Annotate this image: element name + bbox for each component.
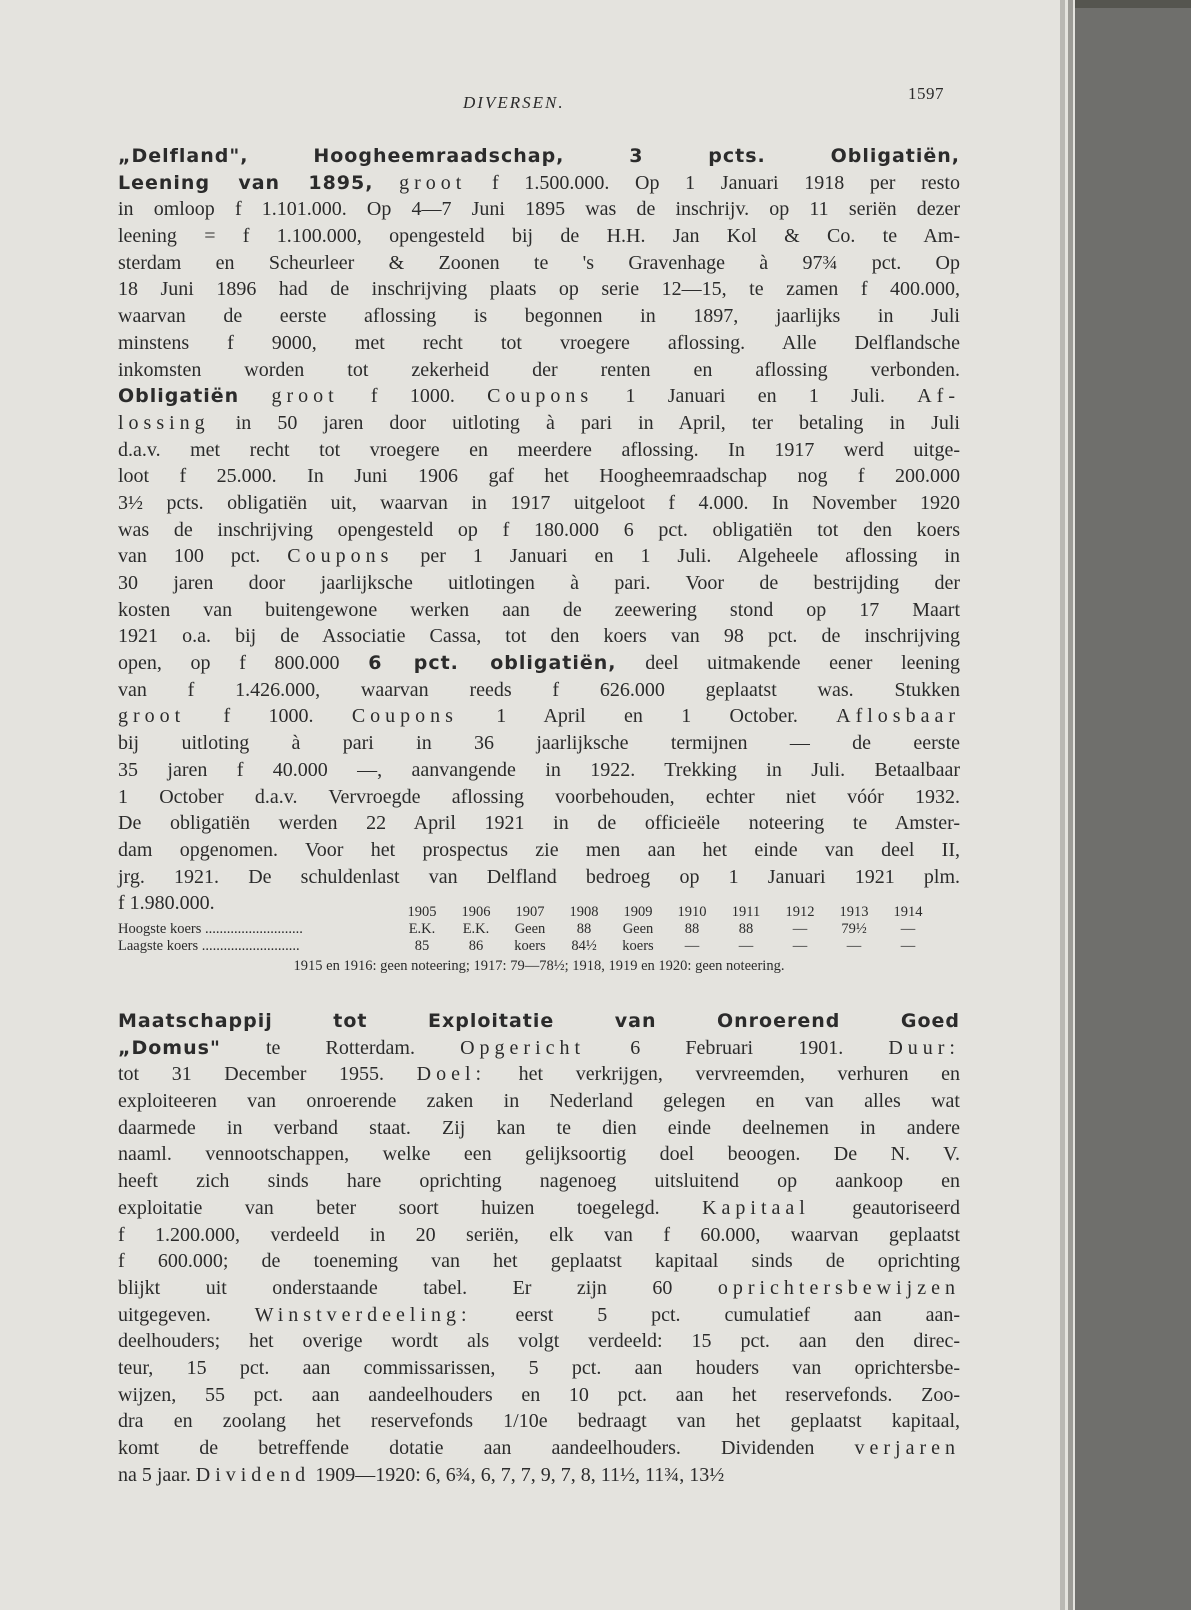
spaced-term: Coupons xyxy=(351,705,458,728)
text-line xyxy=(118,1355,960,1382)
page-edge xyxy=(1060,0,1065,1610)
text-run: 35 jaren f 40.000 —, aanvangende in 1922. Trekking in Juli. Betaalbaar xyxy=(118,758,960,781)
text-run: minstens f 9000, met recht tot vroegere aflossing. Alle Delflandsche xyxy=(118,331,960,354)
text-line xyxy=(118,463,960,490)
year-cell: 1914 xyxy=(893,904,923,920)
spaced-term: Duur: xyxy=(888,1036,960,1059)
text-line xyxy=(118,810,960,837)
bold-heading: Maatschappij tot Exploitatie van Onroerend Goed xyxy=(118,1010,960,1032)
text-run: heeft zich sinds hare oprichting nagenoeg uitsluitend op aankoop en xyxy=(118,1170,960,1193)
text-line xyxy=(118,303,960,330)
text-run: dra en zoolang het reservefonds 1/10e bedraagt van het geplaatst kapitaal, xyxy=(118,1410,960,1433)
text-run: deel uitmakende eener leening xyxy=(616,652,960,675)
table-cell: 79½ xyxy=(841,921,867,937)
text-run: het verkrijgen, vervreemden, verhuren en xyxy=(486,1063,961,1086)
text-line xyxy=(118,1168,960,1195)
text-line xyxy=(118,1275,960,1302)
bold-heading: „Domus" xyxy=(118,1036,221,1059)
table-cell: Geen xyxy=(514,921,546,937)
text-line xyxy=(118,1248,960,1275)
text-line xyxy=(118,1008,960,1035)
text-line xyxy=(118,730,960,757)
text-line xyxy=(118,330,960,357)
text-run: f 1000. xyxy=(338,385,488,408)
text-run: was de inschrijving opengesteld op f 180.000 6 pct. obligatiën tot den koers xyxy=(118,518,960,541)
table-cell: 86 xyxy=(468,938,484,954)
spaced-term: Coupons xyxy=(287,545,394,568)
text-run: bij uitloting à pari in 36 jaarlijksche termijnen — de eerste xyxy=(118,732,960,755)
year-cell: 1909 xyxy=(623,904,653,920)
text-line xyxy=(118,357,960,384)
text-run: leening = f 1.100.000, opengesteld bij de H.H. Jan Kol & Co. te Am- xyxy=(118,225,960,248)
spaced-term: Coupons xyxy=(487,385,594,408)
text-line xyxy=(118,757,960,784)
text-run: van 100 pct. xyxy=(118,545,288,568)
text-line xyxy=(118,703,960,730)
text-run: f 1.980.000. xyxy=(118,892,215,915)
table-cell: E.K. xyxy=(408,921,436,937)
text-run: teur, 15 pct. aan commissarissen, 5 pct. aan houders van oprichtersbe- xyxy=(118,1356,960,1379)
text-run: geautoriseerd xyxy=(809,1196,960,1219)
table-cell: — xyxy=(900,921,916,937)
spaced-term: Winstverdeeling: xyxy=(254,1303,472,1326)
table-cell: E.K. xyxy=(462,921,490,937)
spaced-term: groot xyxy=(271,385,339,408)
text-line xyxy=(118,410,960,437)
text-run: 30 jaren door jaarlijksche uitlotingen à pari. Voor de bestrijding der xyxy=(118,572,960,594)
entry-domus xyxy=(118,1008,960,1488)
text-run: in 50 jaren door uitloting à pari in April, ter betaling in Juli xyxy=(209,411,960,434)
text-line xyxy=(118,517,960,544)
row-label: Hoogste koers ........................... xyxy=(118,921,303,937)
spaced-term: Dividend xyxy=(195,1463,311,1486)
text-run: 1 October d.a.v. Vervroegde aflossing voorbehouden, echter niet vóór 1932. xyxy=(118,785,960,808)
year-cell: 1910 xyxy=(677,904,707,920)
text-line xyxy=(118,143,960,170)
text-run: na 5 jaar. xyxy=(118,1463,196,1486)
text-line xyxy=(118,490,960,517)
spaced-term: Doel: xyxy=(416,1063,487,1086)
running-head: DIVERSEN. xyxy=(463,93,565,112)
table-row xyxy=(118,921,960,938)
text-run: komt de betreffende dotatie aan aandeelhouders. Dividenden xyxy=(118,1437,855,1459)
text-run: deelhouders; het overige wordt als volgt verdeeld: 15 pct. aan den direc- xyxy=(118,1330,960,1353)
text-line xyxy=(118,1035,960,1062)
table-cell: koers xyxy=(514,938,546,954)
text-line xyxy=(118,223,960,250)
entry-delfland xyxy=(118,143,960,917)
text-run: 1921 o.a. bij de Associatie Cassa, tot den koers van 98 pct. de inschrijving xyxy=(118,625,960,648)
text-line xyxy=(118,1408,960,1435)
text-line xyxy=(118,437,960,464)
table-cell: 85 xyxy=(414,938,430,954)
text-line xyxy=(118,383,960,410)
text-run: 18 Juni 1896 had de inschrijving plaats op serie 12—15, te zamen f 400.000, xyxy=(118,278,960,301)
spaced-term: oprichtersbewijzen xyxy=(717,1276,960,1299)
year-cell: 1905 xyxy=(407,904,437,920)
text-run: exploiteeren van onroerende zaken in Nederland gelegen en van alles wat xyxy=(118,1090,960,1113)
table-footnote: 1915 en 1916: geen noteering; 1917: 79—78½; 1918, 1919 en 1920: geen noteering. xyxy=(293,958,785,974)
bold-heading: „Delfland", Hoogheemraadschap, 3 pcts. Obligatiën, xyxy=(118,145,960,167)
text-run: f 1000. xyxy=(185,705,352,728)
text-line xyxy=(118,543,960,570)
text-run: 1909—1920: 6, 6¾, 6, 7, 7, 9, 7, 8, 11½, 11¾, 13½ xyxy=(310,1463,725,1486)
text-run: open, op f 800.000 xyxy=(118,652,369,675)
year-cell: 1911 xyxy=(731,904,761,920)
text-run: kosten van buitengewone werken aan de zeewering stond op 17 Maart xyxy=(118,598,960,621)
spaced-term: groot xyxy=(118,705,186,728)
row-label: Laagste koers ........................... xyxy=(118,938,300,954)
bold-heading: Leening van 1895, xyxy=(118,171,374,194)
text-run: loot f 25.000. In Juni 1906 gaf het Hoogheemraadschap nog f 200.000 xyxy=(118,465,960,488)
text-run: f 1.200.000, verdeeld in 20 seriën, elk van f 60.000, waarvan geplaatst xyxy=(118,1223,960,1246)
text-run xyxy=(373,172,399,194)
year-cell: 1907 xyxy=(515,904,545,920)
text-run: waarvan de eerste aflossing is begonnen in 1897, jaarlijks in Juli xyxy=(118,305,960,328)
text-line xyxy=(118,1462,960,1489)
spaced-term: Aflosbaar xyxy=(836,705,960,728)
text-run: eerst 5 pct. cumulatief aan aan- xyxy=(471,1303,961,1326)
text-run: van f 1.426.000, waarvan reeds f 626.000 geplaatst was. Stukken xyxy=(118,678,960,701)
text-line xyxy=(118,1088,960,1115)
spaced-term: Af- xyxy=(917,385,960,408)
spaced-term: verjaren xyxy=(854,1437,960,1459)
table-cell: — xyxy=(684,938,700,954)
text-run: d.a.v. met recht tot vroegere en meerdere aflossing. In 1917 werd uitge- xyxy=(118,438,960,461)
text-line xyxy=(118,784,960,811)
spaced-term: groot xyxy=(399,171,467,194)
text-run: per 1 Januari en 1 Juli. Algeheele aflossing in xyxy=(393,545,960,568)
text-run: te Rotterdam. xyxy=(220,1036,461,1059)
text-line xyxy=(118,597,960,624)
table-cell: — xyxy=(792,938,808,954)
text-run: blijkt uit onderstaande tabel. Er zijn 60 xyxy=(118,1276,718,1299)
text-run: uitgegeven. xyxy=(118,1303,255,1326)
year-cell: 1908 xyxy=(569,904,599,920)
text-line xyxy=(118,250,960,277)
bold-heading: 6 pct. obligatiën, xyxy=(368,652,617,675)
text-line xyxy=(118,1115,960,1142)
text-run: naaml. vennootschappen, welke een gelijksoortig doel beoogen. De N. V. xyxy=(118,1143,960,1166)
table-header-row xyxy=(118,904,960,921)
year-cell: 1913 xyxy=(839,904,869,920)
table-cell: Geen xyxy=(622,921,654,937)
text-run: 1 Januari en 1 Juli. xyxy=(593,385,918,408)
text-run: daarmede in verband staat. Zij kan te dien einde deelnemen in andere xyxy=(118,1116,960,1139)
table-cell: 88 xyxy=(738,921,754,937)
text-line xyxy=(118,837,960,864)
table-cell: 88 xyxy=(684,921,700,937)
text-line xyxy=(118,1061,960,1088)
text-line xyxy=(118,1141,960,1168)
text-run: in omloop f 1.101.000. Op 4—7 Juni 1895 was de inschrijv. op 11 seriën dezer xyxy=(118,198,960,221)
text-line xyxy=(118,1302,960,1329)
text-run: 3½ pcts. obligatiën uit, waarvan in 1917 uitgeloot f 4.000. In November 1920 xyxy=(118,491,960,514)
text-line xyxy=(118,1195,960,1222)
page-number: 1597 xyxy=(908,84,944,103)
table-cell: 84½ xyxy=(571,938,597,954)
text-run: 1 April en 1 October. xyxy=(457,705,837,728)
text-line xyxy=(118,276,960,303)
text-run: f 600.000; de toeneming van het geplaatst kapitaal sinds de oprichting xyxy=(118,1250,960,1273)
text-line xyxy=(118,1435,960,1462)
spaced-term: Kapitaal xyxy=(702,1196,810,1219)
text-line xyxy=(118,650,960,677)
year-cell: 1906 xyxy=(461,904,491,920)
text-line xyxy=(118,677,960,704)
spaced-term: Opgericht xyxy=(460,1036,586,1059)
bold-heading: Obligatiën xyxy=(118,385,240,408)
text-line xyxy=(118,623,960,650)
table-cell: — xyxy=(738,938,754,954)
text-run: wijzen, 55 pct. aan aandeelhouders en 10 pct. aan het reservefonds. Zoo- xyxy=(118,1383,960,1406)
text-line xyxy=(118,864,960,891)
text-run: dam opgenomen. Voor het prospectus zie men aan het einde van deel II, xyxy=(118,838,960,861)
table-cell: — xyxy=(792,921,808,937)
text-line xyxy=(118,1382,960,1409)
text-line xyxy=(118,170,960,197)
table-row xyxy=(118,938,960,955)
text-line xyxy=(118,196,960,223)
koers-table xyxy=(118,904,960,974)
table-cell: koers xyxy=(622,938,654,954)
text-run: jrg. 1921. De schuldenlast van Delfland bedroeg op 1 Januari 1921 plm. xyxy=(118,865,960,888)
text-line xyxy=(118,1328,960,1355)
text-run: f 1.500.000. Op 1 Januari 1918 per resto xyxy=(466,171,960,194)
text-run: 6 Februari 1901. xyxy=(585,1036,889,1059)
table-cell: 88 xyxy=(576,921,592,937)
text-run: sterdam en Scheurleer & Zoonen te 's Gravenhage à 97¾ pct. Op xyxy=(118,251,960,274)
text-run xyxy=(239,385,271,407)
text-line xyxy=(118,1222,960,1249)
year-cell: 1912 xyxy=(785,904,815,920)
table-cell: — xyxy=(846,938,862,954)
text-run: exploitatie van beter soort huizen toegelegd. xyxy=(118,1196,703,1219)
text-run: tot 31 December 1955. xyxy=(118,1063,417,1086)
table-cell: — xyxy=(900,938,916,954)
text-line xyxy=(118,570,960,597)
text-run: inkomsten worden tot zekerheid der renten en aflossing verbonden. xyxy=(118,358,960,381)
spaced-term: lossing xyxy=(118,411,210,434)
text-run: De obligatiën werden 22 April 1921 in de officieële noteering te Amster- xyxy=(118,812,960,835)
page-edge xyxy=(1068,0,1073,1610)
